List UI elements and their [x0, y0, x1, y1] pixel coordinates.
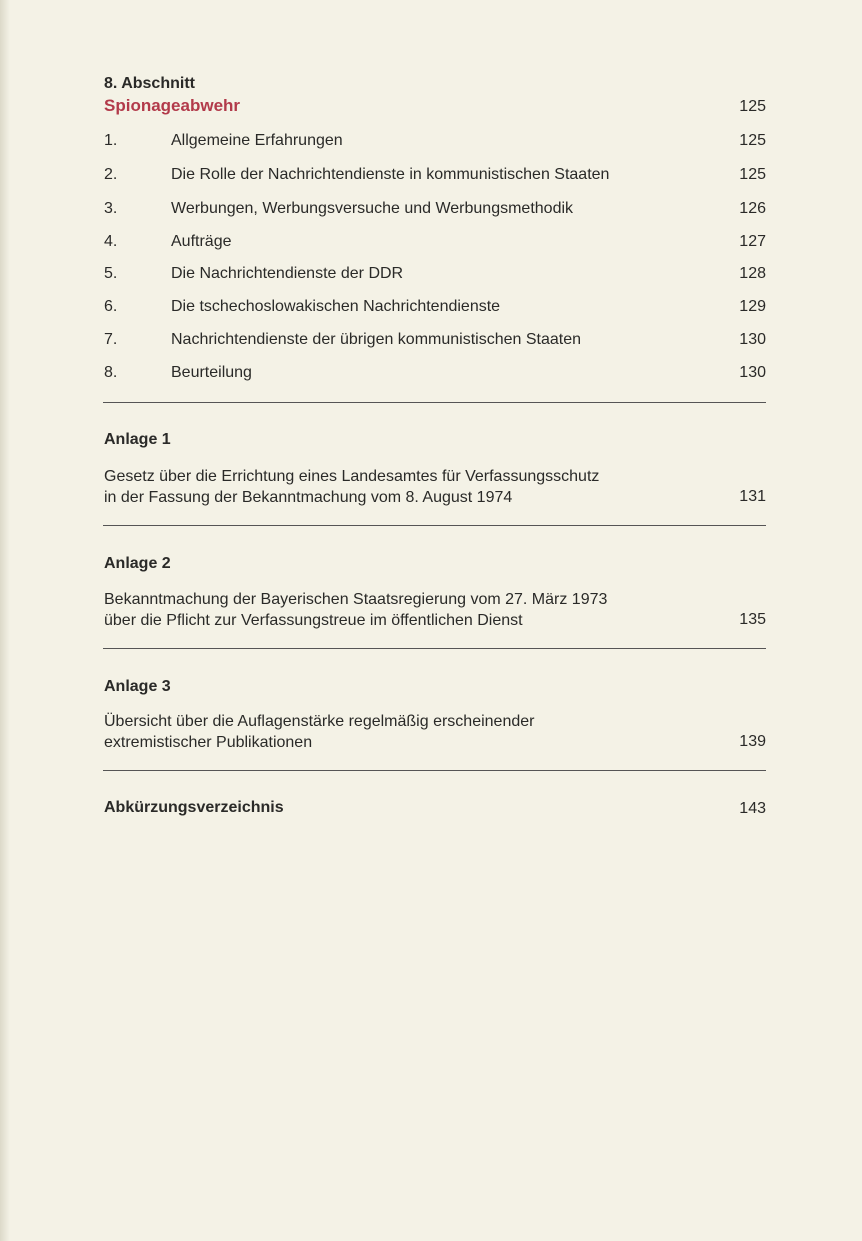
entry-page: 125 — [739, 132, 766, 149]
toc-entry — [104, 200, 766, 222]
anlage-line: Gesetz über die Errichtung eines Landesamtes für Verfassungsschutz — [104, 468, 600, 485]
divider — [103, 770, 766, 771]
entry-page: 126 — [739, 200, 766, 217]
entry-number: 3. — [104, 200, 118, 217]
toc-entry — [104, 298, 766, 320]
divider — [103, 648, 766, 649]
entry-title: Beurteilung — [171, 364, 252, 381]
entry-number: 7. — [104, 331, 118, 348]
anlage-page: 135 — [739, 611, 766, 628]
entry-title: Werbungen, Werbungsversuche und Werbungsmethodik — [171, 200, 574, 217]
entry-number: 8. — [104, 364, 118, 381]
divider — [103, 525, 766, 526]
anlage-description — [104, 589, 724, 631]
entry-title: Nachrichtendienste der übrigen kommunistischen Staaten — [171, 331, 582, 348]
abbreviations-heading: Abkürzungsverzeichnis — [104, 799, 284, 816]
entry-title: Die Rolle der Nachrichtendienste in kommunistischen Staaten — [171, 166, 610, 183]
anlage-description — [104, 466, 724, 508]
section-title: Spionageabwehr — [104, 96, 241, 115]
entry-page: 130 — [739, 331, 766, 348]
entry-page: 129 — [739, 298, 766, 315]
toc-entry — [104, 166, 766, 188]
entry-number: 1. — [104, 132, 118, 149]
entry-number: 6. — [104, 298, 118, 315]
anlage-heading: Anlage 3 — [104, 678, 171, 695]
anlage-line: Bekanntmachung der Bayerischen Staatsregierung vom 27. März 1973 — [104, 591, 608, 608]
anlage-page: 131 — [739, 488, 766, 505]
toc-entry — [104, 331, 766, 353]
entry-title: Aufträge — [171, 233, 232, 250]
entry-title: Allgemeine Erfahrungen — [171, 132, 343, 149]
entry-page: 127 — [739, 233, 766, 250]
divider — [103, 402, 766, 403]
entry-number: 5. — [104, 265, 118, 282]
entry-number: 2. — [104, 166, 118, 183]
anlage-line: extremistischer Publikationen — [104, 734, 313, 751]
abbreviations-page: 143 — [739, 800, 766, 817]
anlage-page: 139 — [739, 733, 766, 750]
anlage-description — [104, 711, 724, 753]
anlage-heading: Anlage 1 — [104, 431, 171, 448]
toc-entry — [104, 364, 766, 386]
entry-number: 4. — [104, 233, 118, 250]
anlage-line: über die Pflicht zur Verfassungstreue im öffentlichen Dienst — [104, 612, 523, 629]
anlage-line: in der Fassung der Bekanntmachung vom 8. August 1974 — [104, 489, 513, 506]
entry-page: 128 — [739, 265, 766, 282]
section-page-number: 125 — [739, 98, 766, 115]
anlage-heading: Anlage 2 — [104, 555, 171, 572]
entry-page: 130 — [739, 364, 766, 381]
page-edge-shadow — [0, 0, 10, 1241]
toc-entry — [104, 132, 766, 154]
entry-title: Die tschechoslowakischen Nachrichtendienste — [171, 298, 501, 315]
entry-page: 125 — [739, 166, 766, 183]
anlage-line: Übersicht über die Auflagenstärke regelmäßig erscheinender — [104, 713, 535, 730]
toc-entry — [104, 233, 766, 255]
section-number: 8. Abschnitt — [104, 75, 195, 92]
toc-entry — [104, 265, 766, 287]
entry-title: Die Nachrichtendienste der DDR — [171, 265, 404, 282]
